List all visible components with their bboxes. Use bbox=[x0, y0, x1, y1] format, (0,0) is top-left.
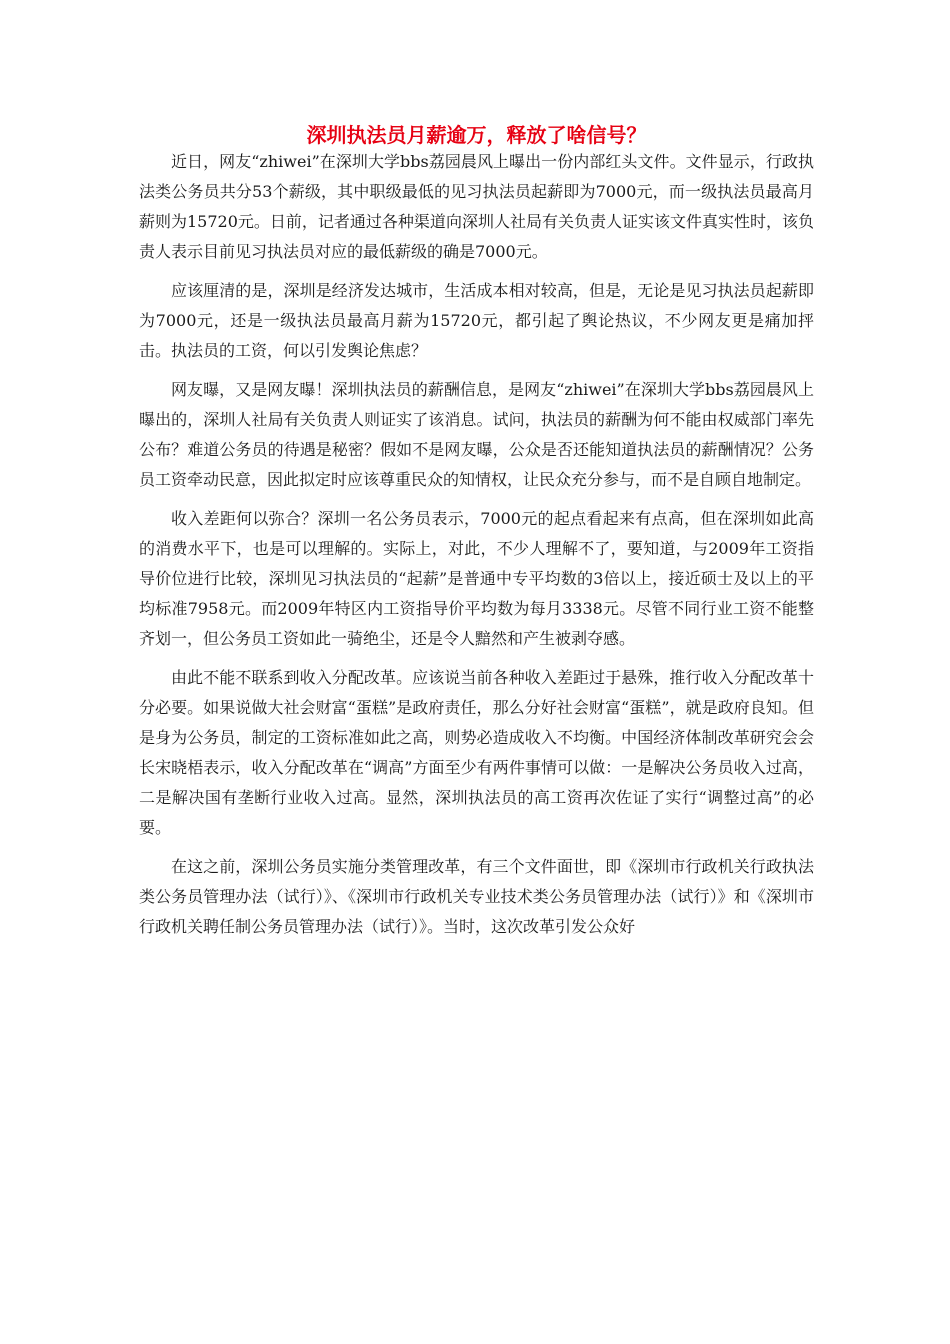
paragraph-1: 近日，网友“zhiwei”在深圳大学bbs荔园晨风上曝出一份内部红头文件。文件显示，行政执法类公务员共分53个薪级，其中职级最低的见习执法员起薪即为7000元，而一级执法员最高月薪则为15720元。日前，记者通过各种渠道向深圳人社局有关负责人证实该文件真实性时，该负责人表示目前见习执法员对应的最低薪级的确是7000元。 bbox=[139, 152, 814, 261]
article-body bbox=[139, 147, 814, 951]
paragraph-6: 在这之前，深圳公务员实施分类管理改革，有三个文件面世，即《深圳市行政机关行政执法类公务员管理办法（试行）》、《深圳市行政机关专业技术类公务员管理办法（试行）》和《深圳市行政机关聘任制公务员管理办法（试行）》。当时，这次改革引发公众好 bbox=[139, 857, 814, 936]
paragraph-2: 应该厘清的是，深圳是经济发达城市，生活成本相对较高，但是，无论是见习执法员起薪即为7000元，还是一级执法员最高月薪为15720元，都引起了舆论热议，不少网友更是痛加抨击。执法员的工资，何以引发舆论焦虑？ bbox=[139, 281, 814, 360]
article-title: 深圳执法员月薪逾万，释放了啥信号？ bbox=[306, 123, 647, 147]
paragraph-4: 收入差距何以弥合？深圳一名公务员表示，7000元的起点看起来有点高，但在深圳如此高的消费水平下，也是可以理解的。实际上，对此，不少人理解不了，要知道，与2009年工资指导价位进行比较，深圳见习执法员的“起薪”是普通中专平均数的3倍以上，接近硕士及以上的平均标准7958元。而2009年特区内工资指导价平均数为每月3338元。尽管不同行业工资不能整齐划一，但公务员工资如此一骑绝尘，还是令人黯然和产生被剥夺感。 bbox=[139, 509, 814, 648]
paragraph-3: 网友曝，又是网友曝！深圳执法员的薪酬信息，是网友“zhiwei”在深圳大学bbs荔园晨风上曝出的，深圳人社局有关负责人则证实了该消息。试问，执法员的薪酬为何不能由权威部门率先公布？难道公务员的待遇是秘密？假如不是网友曝，公众是否还能知道执法员的薪酬情况？公务员工资牵动民意，因此拟定时应该尊重民众的知情权，让民众充分参与，而不是自顾自地制定。 bbox=[139, 380, 814, 489]
paragraph-5: 由此不能不联系到收入分配改革。应该说当前各种收入差距过于悬殊，推行收入分配改革十分必要。如果说做大社会财富“蛋糕”是政府责任，那么分好社会财富“蛋糕”，就是政府良知。但是身为公务员，制定的工资标准如此之高，则势必造成收入不均衡。中国经济体制改革研究会会长宋晓梧表示，收入分配改革在“调高”方面至少有两件事情可以做：一是解决公务员收入过高，二是解决国有垄断行业收入过高。显然，深圳执法员的高工资再次佐证了实行“调整过高”的必要。 bbox=[139, 668, 814, 837]
